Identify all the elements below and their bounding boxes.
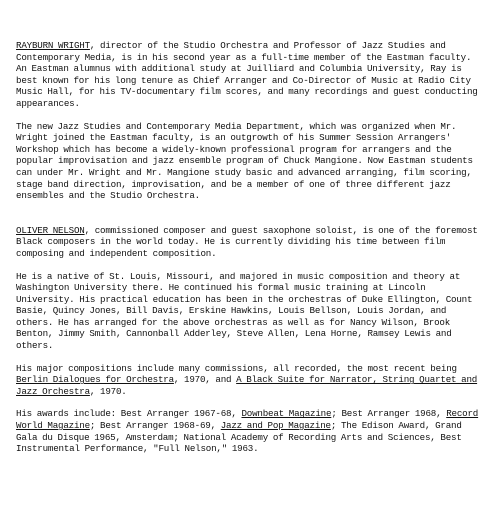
nelson-background-paragraph: He is a native of St. Louis, Missouri, and majored in music composition and theory at Washington University there. He continued his formal music training at Lincoln University. His practical education has been in the orchestras of Duke Ellington, Count Basie, Quincy Jones, Bill Davis, Erskine Hawkins, Louis Bellson, Louis Jordan, and others. He has arranged for the above orchestras as well as for Nancy Wilson, Brook Benton, Jimmy Smith, Cannonball Adderley, Steve Allen, Lena Horne, Ramsey Lewis and others.: [16, 270, 473, 352]
magazine-record-world: Record World Magazine: [16, 408, 479, 432]
compositions-mid: , 1970, and: [173, 374, 237, 386]
nelson-name: OLIVER NELSON: [16, 224, 85, 236]
nelson-intro-paragraph: [16, 225, 486, 260]
nelson-compositions-paragraph: [16, 363, 486, 398]
magazine-downbeat: Downbeat Magazine: [241, 408, 332, 420]
awards-part-3: ; Best Arranger 1968-69,: [89, 420, 221, 432]
wright-bio-text: , director of the Studio Orchestra and Professor of Jazz Studies and Contemporary Media, is in his second year as a full-time member of the Eastman faculty. An Eastman alumnus with additional study at Juilliard and Columbia University, Ray is best known for his long tenure as Chief Arranger and Co-Director of Music at Radio City Music Hall, for his TV-documentary film scores, and many recordings and guest conducting appearances.: [16, 40, 478, 109]
program-notes-page: [16, 40, 486, 455]
work-black-suite: A Black Suite for Narrator, String Quartet and Jazz Orchestra: [16, 374, 478, 397]
awards-part-2: ; Best Arranger 1968,: [331, 408, 447, 420]
nelson-intro-text: , commissioned composer and guest saxophone soloist, is one of the foremost Black composers in the world today. He is currently dividing his time between film composing and independent composition.: [16, 224, 478, 259]
wright-bio-paragraph: [16, 40, 486, 110]
nelson-awards-paragraph: [16, 408, 486, 454]
work-berlin-dialogues: Berlin Dialogues for Orchestra: [16, 374, 174, 386]
awards-part-4: ; The Edison Award, Grand Gala du Disque 1965, Amsterdam; National Academy of Recording Arts and Sciences, Best Instrumental Performance, "Full Nelson," 1963.: [16, 420, 462, 455]
compositions-lead: His major compositions include many commissions, all recorded, the most recent being: [16, 362, 457, 374]
awards-part-1: His awards include: Best Arranger 1967-68,: [16, 408, 242, 420]
department-paragraph: The new Jazz Studies and Contemporary Media Department, which was organized when Mr. Wright joined the Eastman faculty, is an outgrowth of his Summer Session Arrangers' Workshop which has become a widely-known professional program for arrangers and the popular improvisation and jazz ensemble program of Chuck Mangione. Now Eastman students can under Mr. Wright and Mr. Mangione study basic and advanced arranging, film scoring, stage band direction, improvisation, and be a member of one of three different jazz ensembles and the Studio Orchestra.: [16, 120, 473, 202]
wright-name: RAYBURN WRIGHT: [16, 40, 90, 51]
magazine-jazz-and-pop: Jazz and Pop Magazine: [220, 420, 331, 432]
compositions-tail: , 1970.: [89, 385, 127, 397]
